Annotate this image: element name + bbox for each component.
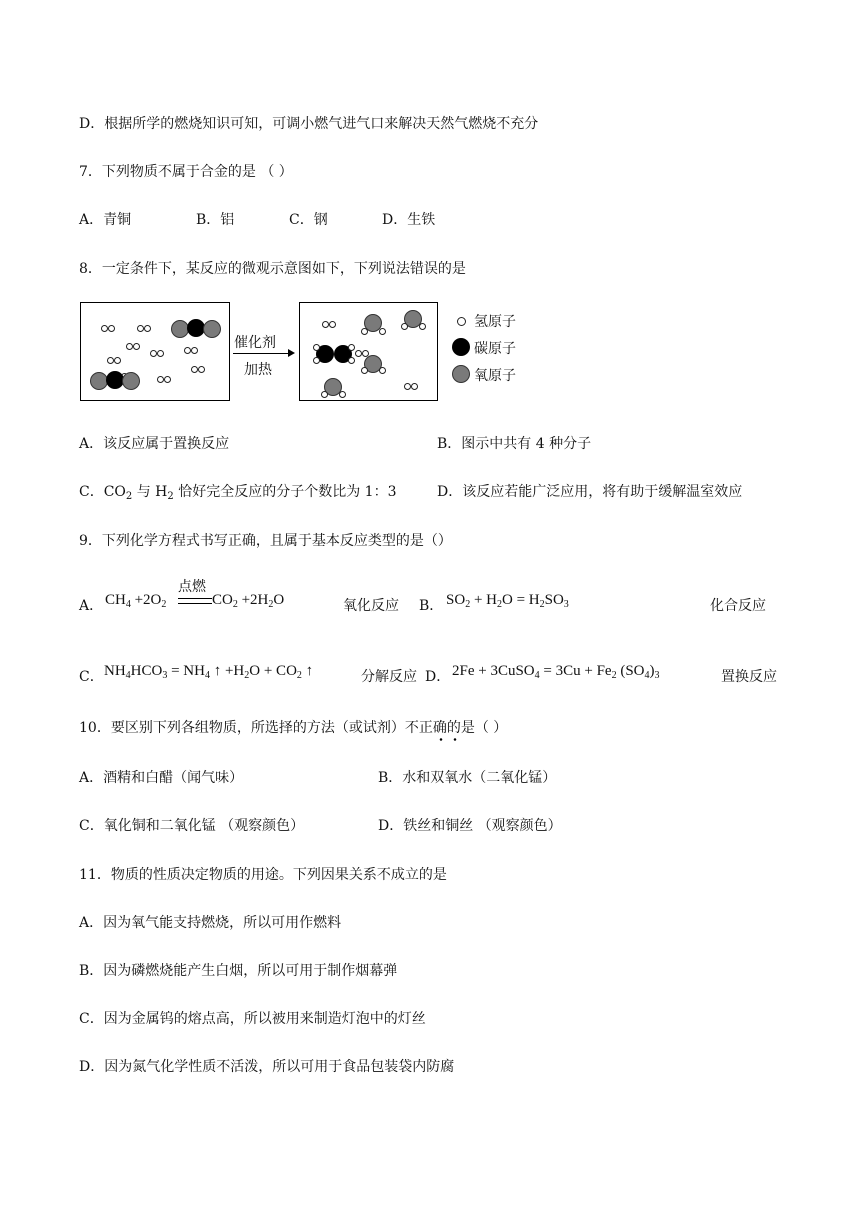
legend-oxygen-icon: [452, 365, 470, 383]
option-q10-a: A．酒精和白醋（闻气味）: [79, 770, 244, 786]
legend-carbon-label: 碳原子: [474, 341, 516, 357]
products-box: [299, 302, 438, 401]
option-q7-a: A．青铜: [79, 212, 132, 228]
equation-q9-a-products: $CO_2 +2H_2O$: [212, 592, 285, 610]
legend-oxygen-label: 氧原子: [474, 368, 516, 384]
reaction-arrow: [233, 353, 293, 354]
option-q9-a-label: A．: [79, 598, 104, 614]
option-q8-b: B．图示中共有 4 种分子: [437, 436, 592, 452]
option-q11-d: D．因为氮气化学性质不活泼，所以可用于食品包装袋内防腐: [79, 1059, 455, 1075]
emphasis-dots: [434, 738, 464, 741]
equation-q9-a-equals: [178, 598, 212, 604]
option-q9-b-label: B．: [419, 598, 444, 614]
equation-q9-a: $CH_4 +2O_2$: [105, 592, 167, 610]
option-q10-b: B．水和双氧水（二氧化锰）: [378, 770, 557, 786]
equation-q9-b: $SO_2 + H_2O = H_2SO_3$: [446, 592, 569, 610]
equation-q9-c: $NH_4HCO_3 = NH_4$ ↑ $+H_2O + CO_2$ ↑: [104, 663, 314, 681]
question-10-stem: 10．要区别下列各组物质，所选择的方法（或试剂）不正确的是（ ）: [79, 720, 508, 736]
legend-carbon-icon: [452, 338, 470, 356]
legend-hydrogen-icon: [457, 317, 466, 326]
option-q9-c-label: C．: [79, 669, 104, 685]
equation-q9-d: 2Fe + 3CuSO$_4$ = $3Cu + Fe_2$ $(SO_4)_3$: [452, 663, 660, 681]
option-q9-c-type: 分解反应: [361, 669, 417, 685]
option-q11-c: C．因为金属钨的熔点高，所以被用来制造灯泡中的灯丝: [79, 1011, 426, 1027]
reaction-diagram: [80, 302, 540, 402]
option-q6-d: D．根据所学的燃烧知识可知，可调小燃气进气口来解决天然气燃烧不充分: [79, 116, 539, 132]
arrow-head-icon: [288, 349, 295, 357]
option-q10-d: D．铁丝和铜丝 （观察颜色）: [378, 818, 562, 834]
question-8-stem: 8．一定条件下，某反应的微观示意图如下，下列说法错误的是: [79, 261, 466, 277]
option-q7-c: C．钢: [289, 212, 328, 228]
heat-condition-bottom: 加热: [244, 362, 272, 378]
option-q8-a: A．该反应属于置换反应: [79, 436, 230, 452]
question-7-stem: 7．下列物质不属于合金的是 （ ）: [79, 164, 293, 180]
legend-hydrogen-label: 氢原子: [474, 314, 516, 330]
reactants-box: [80, 302, 230, 401]
question-11-stem: 11．物质的性质决定物质的用途。下列因果关系不成立的是: [79, 867, 447, 883]
option-q7-b: B．铝: [196, 212, 235, 228]
option-q9-d-label: D．: [425, 669, 451, 685]
option-q7-d: D．生铁: [382, 212, 436, 228]
option-q11-b: B．因为磷燃烧能产生白烟，所以可用于制作烟幕弹: [79, 963, 398, 979]
option-q10-c: C．氧化铜和二氧化锰 （观察颜色）: [79, 818, 305, 834]
option-q9-a-type: 氧化反应: [343, 598, 399, 614]
option-q9-b-type: 化合反应: [710, 598, 766, 614]
ignite-condition: 点燃: [178, 579, 206, 595]
option-q9-d-type: 置换反应: [721, 669, 777, 685]
option-q8-d: D．该反应若能广泛应用，将有助于缓解温室效应: [437, 484, 743, 500]
option-q8-c: C．$CO_2$ 与 $H_2$ 恰好完全反应的分子个数比为 1：3: [79, 484, 397, 502]
question-9-stem: 9．下列化学方程式书写正确，且属于基本反应类型的是（）: [79, 533, 452, 549]
option-q11-a: A．因为氧气能支持燃烧，所以可用作燃料: [79, 915, 342, 931]
catalyst-condition-top: 催化剂: [234, 335, 276, 351]
